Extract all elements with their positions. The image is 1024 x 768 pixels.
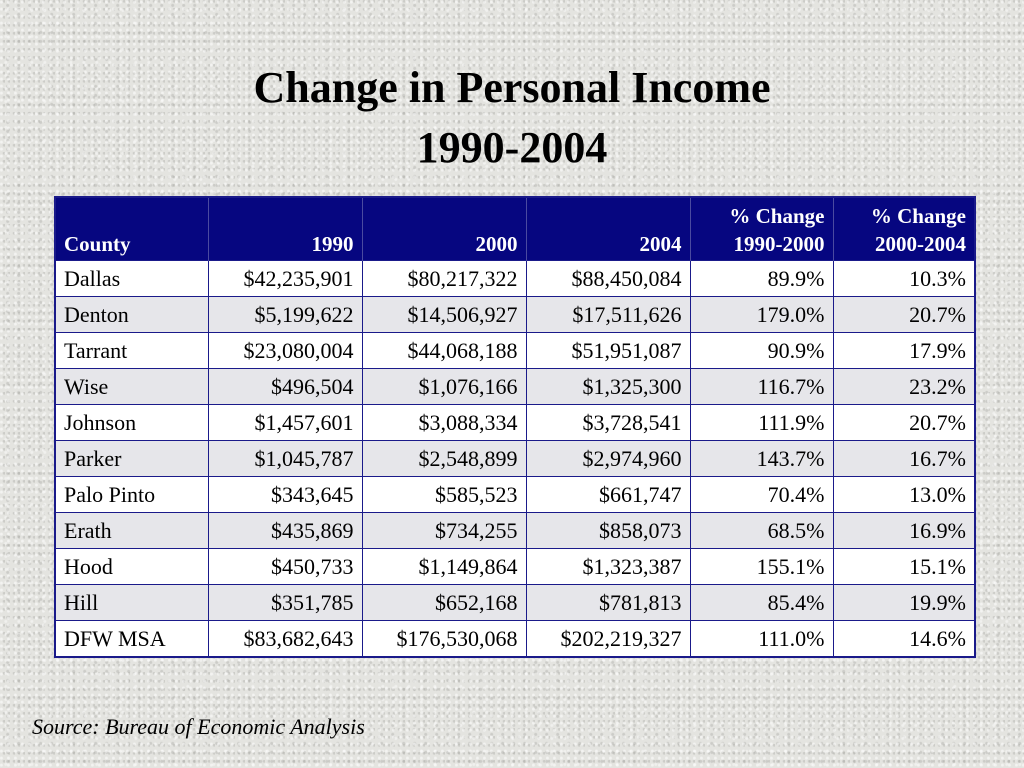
value-cell: 20.7%	[833, 297, 975, 333]
table-row	[55, 513, 975, 549]
title-line-2: 1990-2004	[416, 123, 608, 172]
value-cell: $83,682,643	[208, 621, 362, 658]
value-cell: 13.0%	[833, 477, 975, 513]
header-pct-change-2000-2004	[833, 197, 975, 261]
table-row	[55, 333, 975, 369]
value-cell: $80,217,322	[362, 261, 526, 297]
header-year-2000	[362, 197, 526, 261]
value-cell: 10.3%	[833, 261, 975, 297]
value-cell: 90.9%	[690, 333, 833, 369]
county-cell: Hood	[55, 549, 208, 585]
county-cell: Wise	[55, 369, 208, 405]
value-cell: $44,068,188	[362, 333, 526, 369]
value-cell: 179.0%	[690, 297, 833, 333]
value-cell: 155.1%	[690, 549, 833, 585]
income-table	[54, 196, 976, 658]
value-cell: $51,951,087	[526, 333, 690, 369]
table-row	[55, 621, 975, 658]
header-pct-change-1990-2000	[690, 197, 833, 261]
value-cell: $42,235,901	[208, 261, 362, 297]
value-cell: $652,168	[362, 585, 526, 621]
value-cell: 23.2%	[833, 369, 975, 405]
value-cell: $585,523	[362, 477, 526, 513]
value-cell: 15.1%	[833, 549, 975, 585]
value-cell: $88,450,084	[526, 261, 690, 297]
value-cell: $661,747	[526, 477, 690, 513]
header-text: 2000-2004	[875, 232, 966, 256]
value-cell: $351,785	[208, 585, 362, 621]
header-text: % Change	[729, 204, 825, 228]
value-cell: $1,325,300	[526, 369, 690, 405]
value-cell: $17,511,626	[526, 297, 690, 333]
value-cell: 89.9%	[690, 261, 833, 297]
county-cell: Denton	[55, 297, 208, 333]
table-row	[55, 261, 975, 297]
header-text: % Change	[870, 204, 966, 228]
county-cell: Erath	[55, 513, 208, 549]
value-cell: $1,149,864	[362, 549, 526, 585]
value-cell: 19.9%	[833, 585, 975, 621]
table-row	[55, 369, 975, 405]
table-header-row	[55, 197, 975, 261]
value-cell: 68.5%	[690, 513, 833, 549]
table-row	[55, 585, 975, 621]
value-cell: 111.0%	[690, 621, 833, 658]
header-text: 1990-2000	[733, 232, 825, 256]
value-cell: $5,199,622	[208, 297, 362, 333]
table-body	[55, 261, 975, 658]
table-row	[55, 297, 975, 333]
income-table-container	[54, 196, 974, 658]
header-county	[55, 197, 208, 261]
value-cell: 116.7%	[690, 369, 833, 405]
table-row	[55, 549, 975, 585]
value-cell: $1,045,787	[208, 441, 362, 477]
county-cell: Hill	[55, 585, 208, 621]
value-cell: $858,073	[526, 513, 690, 549]
header-text: 2004	[639, 232, 682, 256]
value-cell: $2,548,899	[362, 441, 526, 477]
county-cell: DFW MSA	[55, 621, 208, 658]
value-cell: 16.9%	[833, 513, 975, 549]
header-text: 2000	[475, 232, 518, 256]
value-cell: $2,974,960	[526, 441, 690, 477]
value-cell: $435,869	[208, 513, 362, 549]
value-cell: $343,645	[208, 477, 362, 513]
county-cell: Johnson	[55, 405, 208, 441]
value-cell: $23,080,004	[208, 333, 362, 369]
value-cell: 14.6%	[833, 621, 975, 658]
value-cell: $202,219,327	[526, 621, 690, 658]
table-row	[55, 477, 975, 513]
value-cell: $3,088,334	[362, 405, 526, 441]
title-line-1: Change in Personal Income	[253, 63, 771, 112]
value-cell: $1,076,166	[362, 369, 526, 405]
header-text: County	[64, 232, 131, 256]
value-cell: 20.7%	[833, 405, 975, 441]
header-text: 1990	[311, 232, 354, 256]
header-year-2004	[526, 197, 690, 261]
value-cell: 16.7%	[833, 441, 975, 477]
header-year-1990	[208, 197, 362, 261]
value-cell: $14,506,927	[362, 297, 526, 333]
value-cell: 143.7%	[690, 441, 833, 477]
county-cell: Palo Pinto	[55, 477, 208, 513]
value-cell: $1,323,387	[526, 549, 690, 585]
value-cell: $1,457,601	[208, 405, 362, 441]
county-cell: Tarrant	[55, 333, 208, 369]
table-row	[55, 441, 975, 477]
value-cell: $3,728,541	[526, 405, 690, 441]
slide-title	[0, 58, 1024, 178]
value-cell: $176,530,068	[362, 621, 526, 658]
value-cell: 17.9%	[833, 333, 975, 369]
value-cell: 70.4%	[690, 477, 833, 513]
source-note: Source: Bureau of Economic Analysis	[32, 714, 365, 739]
value-cell: 111.9%	[690, 405, 833, 441]
county-cell: Dallas	[55, 261, 208, 297]
value-cell: $734,255	[362, 513, 526, 549]
value-cell: $450,733	[208, 549, 362, 585]
value-cell: 85.4%	[690, 585, 833, 621]
county-cell: Parker	[55, 441, 208, 477]
value-cell: $496,504	[208, 369, 362, 405]
value-cell: $781,813	[526, 585, 690, 621]
table-row	[55, 405, 975, 441]
